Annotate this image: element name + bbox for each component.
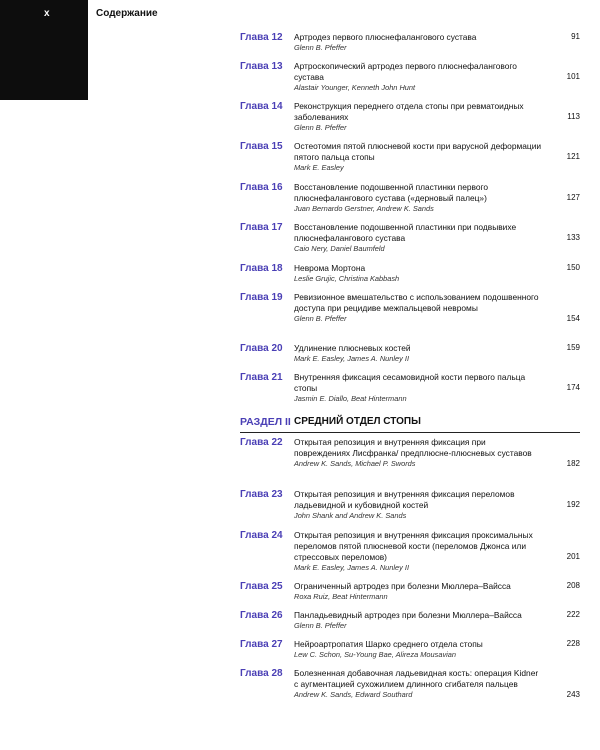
chapter-authors: Glenn B. Pfeffer (294, 314, 347, 323)
chapter-number: Глава 18 (240, 263, 283, 274)
page-ref: 101 (566, 72, 580, 81)
chapter-authors: Mark E. Easley, James A. Nunley II (294, 563, 410, 572)
chapter-number: Глава 20 (240, 343, 283, 354)
chapter-authors: Leslie Grujic, Christina Kabbash (294, 274, 400, 283)
chapter-number: Глава 19 (240, 292, 283, 303)
page-ref: 113 (567, 112, 580, 121)
page-ref: 174 (566, 383, 580, 392)
chapter-title: Восстановление подошвенной пластинки первого плюснефалангового сустава («дерновый палец») Juan Bernardo Gerstner, Andrew K. Sands (294, 182, 544, 214)
chapter-authors: Mark E. Easley (294, 163, 344, 172)
page-ref: 159 (566, 343, 580, 352)
chapter-authors: Andrew K. Sands, Michael P. Swords (294, 459, 416, 468)
chapter-number: Глава 16 (240, 182, 283, 193)
page-ref: 182 (566, 459, 580, 468)
chapter-authors: Glenn B. Pfeffer (294, 621, 347, 630)
chapter-authors: Andrew K. Sands, Edward Southard (294, 690, 413, 699)
chapter-title: Открытая репозиция и внутренняя фиксация при повреждениях Лисфранка/ предплюсне-плюсневых суставов Andrew K. Sands, Michael P. Swords (294, 437, 544, 469)
chapter-number: Глава 15 (240, 141, 283, 152)
chapter-authors: Mark E. Easley, James A. Nunley II (294, 354, 410, 363)
page-ref: 201 (566, 552, 580, 561)
page-ref: 150 (566, 263, 580, 272)
chapter-number: Глава 13 (240, 61, 283, 72)
chapter-title: Неврома Мортона Leslie Grujic, Christina Kabbash (294, 263, 544, 284)
chapter-title: Восстановление подошвенной пластинки при подвывихе плюснефалангового сустава Caio Nery, Daniel Baumfeld (294, 222, 544, 254)
page-ref: 208 (566, 581, 580, 590)
chapter-number: Глава 25 (240, 581, 283, 592)
chapter-title: Остеотомия пятой плюсневой кости при варусной деформации пятого пальца стопы Mark E. Easley (294, 141, 544, 173)
chapter-title: Артродез первого плюснефалангового сустава Glenn B. Pfeffer (294, 32, 544, 53)
page-ref: 192 (566, 500, 580, 509)
page-title: Содержание (96, 8, 158, 19)
chapter-authors: Glenn B. Pfeffer (294, 43, 347, 52)
chapter-number: Глава 23 (240, 489, 283, 500)
chapter-authors: Lew C. Schon, Su-Young Bae, Alireza Mousavian (294, 650, 457, 659)
chapter-title: Панладьевидный артродез при болезни Мюллера–Вайсса Glenn B. Pfeffer (294, 610, 544, 631)
chapter-number: Глава 21 (240, 372, 283, 383)
chapter-authors: Glenn B. Pfeffer (294, 123, 347, 132)
page-ref: 133 (566, 233, 580, 242)
chapter-title: Ревизионное вмешательство с использованием подошвенного доступа при рецидиве межпальцевой невромы Glenn B. Pfeffer (294, 292, 544, 324)
chapter-title: Ограниченный артродез при болезни Мюллера–Вайсса Roxa Ruiz, Beat Hintermann (294, 581, 544, 602)
chapter-title: Болезненная добавочная ладьевидная кость: операция Kidner с аугментацией сухожилием длинного сгибателя пальцев Andrew K. Sands, Edward Southard (294, 668, 544, 700)
chapter-authors: John Shank and Andrew K. Sands (294, 511, 407, 520)
chapter-number: Глава 28 (240, 668, 283, 679)
page-ref: 127 (566, 193, 580, 202)
chapter-number: Глава 12 (240, 32, 283, 43)
chapter-title: Реконструкция переднего отдела стопы при ревматоидных заболеваниях Glenn B. Pfeffer (294, 101, 544, 133)
page-ref: 91 (571, 32, 580, 41)
page-ref: 243 (566, 690, 580, 699)
chapter-authors: Juan Bernardo Gerstner, Andrew K. Sands (294, 204, 434, 213)
chapter-number: Глава 14 (240, 101, 283, 112)
page-ref: 222 (566, 610, 580, 619)
chapter-title: Открытая репозиция и внутренняя фиксация проксимальных переломов пятой плюсневой кости (переломов Джонса или стрессовых переломов) Mark E. Easley, James A. Nunley II (294, 530, 544, 573)
chapter-number: Глава 26 (240, 610, 283, 621)
chapter-authors: Roxa Ruiz, Beat Hintermann (294, 592, 388, 601)
page-ref: 228 (566, 639, 580, 648)
page-ref: 154 (566, 314, 580, 323)
section-title: СРЕДНИЙ ОТДЕЛ СТОПЫ (294, 416, 421, 427)
page-number: x (44, 8, 50, 19)
chapter-title: Открытая репозиция и внутренняя фиксация переломов ладьевидной и кубовидной костей John Shank and Andrew K. Sands (294, 489, 544, 521)
chapter-authors: Caio Nery, Daniel Baumfeld (294, 244, 385, 253)
section-header (240, 414, 580, 433)
chapter-number: Глава 24 (240, 530, 283, 541)
chapter-authors: Jasmin E. Diallo, Beat Hintermann (294, 394, 407, 403)
page-ref: 121 (566, 152, 580, 161)
chapter-title: Удлинение плюсневых костей Mark E. Easley, James A. Nunley II (294, 343, 544, 364)
chapter-number: Глава 27 (240, 639, 283, 650)
chapter-number: Глава 22 (240, 437, 283, 448)
chapter-number: Глава 17 (240, 222, 283, 233)
chapter-authors: Alastair Younger, Kenneth John Hunt (294, 83, 416, 92)
chapter-title: Нейроартропатия Шарко среднего отдела стопы Lew C. Schon, Su-Young Bae, Alireza Mousavian (294, 639, 544, 660)
section-label: РАЗДЕЛ II (240, 416, 291, 428)
chapter-title: Артроскопический артродез первого плюснефалангового сустава Alastair Younger, Kenneth John Hunt (294, 61, 544, 93)
chapter-title: Внутренняя фиксация сесамовидной кости первого пальца стопы Jasmin E. Diallo, Beat Hintermann (294, 372, 544, 404)
